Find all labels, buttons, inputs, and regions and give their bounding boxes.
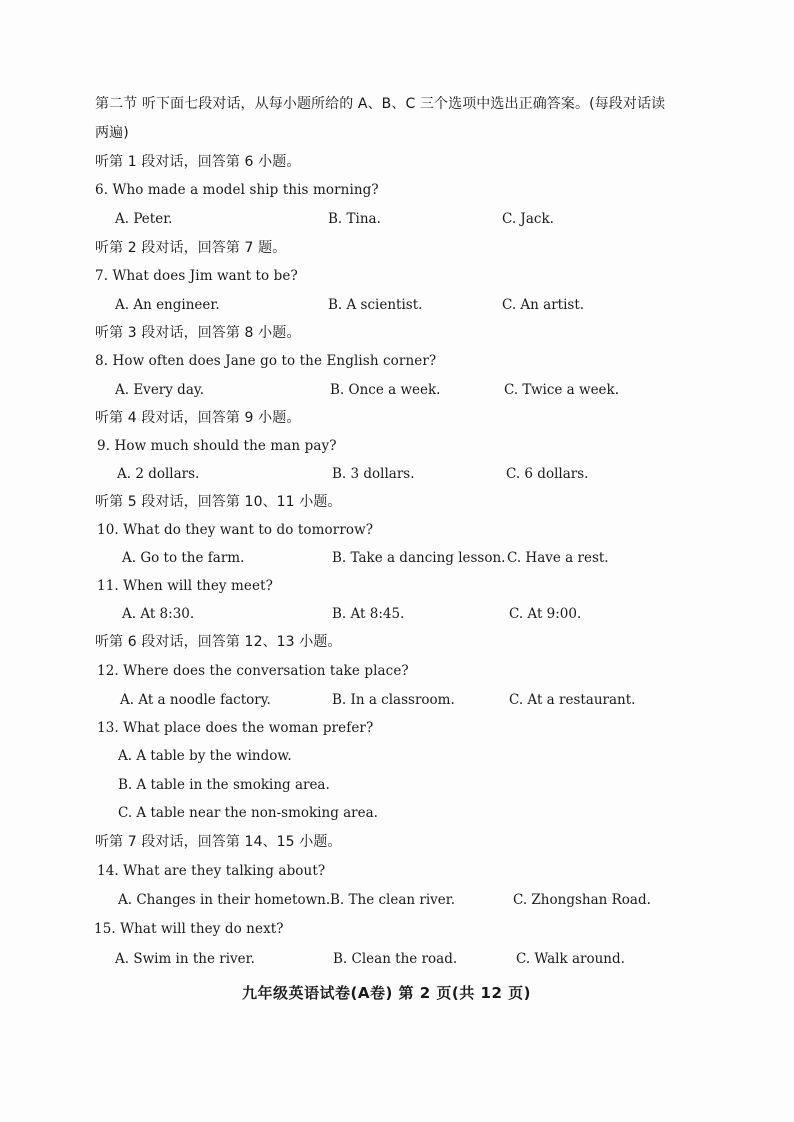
option-c: C. Twice a week. (504, 382, 620, 398)
dialog-instruction: 听第 5 段对话，回答第 10、11 小题。 (95, 494, 342, 510)
option-b: B. Take a dancing lesson. (332, 550, 506, 566)
dialog-instruction: 听第 4 段对话，回答第 9 小题。 (95, 410, 301, 426)
question-9: 9. How much should the man pay? (97, 438, 337, 454)
question-13: 13. What place does the woman prefer? (97, 720, 374, 736)
option-a: A. Every day. (115, 382, 204, 398)
question-8: 8. How often does Jane go to the English corner? (95, 353, 437, 369)
question-12: 12. Where does the conversation take place? (97, 663, 409, 679)
question-6: 6. Who made a model ship this morning? (95, 182, 379, 198)
dialog-instruction: 听第 3 段对话，回答第 8 小题。 (95, 325, 301, 341)
option-b: B. The clean river. (330, 892, 456, 908)
option-b: B. A scientist. (328, 297, 423, 313)
question-15: 15. What will they do next? (94, 921, 284, 937)
option-a: A. Swim in the river. (115, 951, 255, 967)
page-footer: 九年级英语试卷(A卷) 第 2 页(共 12 页) (242, 984, 531, 1002)
option-c: C. 6 dollars. (506, 466, 589, 482)
option-a: A. Peter. (115, 211, 173, 227)
dialog-instruction: 听第 6 段对话，回答第 12、13 小题。 (95, 634, 342, 650)
option-b: B. 3 dollars. (332, 466, 415, 482)
option-c: C. At a restaurant. (509, 692, 636, 708)
question-14: 14. What are they talking about? (97, 863, 326, 879)
option-b: B. Once a week. (330, 382, 441, 398)
option-a: A. At 8:30. (122, 606, 195, 622)
option-a: A. An engineer. (115, 297, 220, 313)
dialog-instruction: 听第 7 段对话，回答第 14、15 小题。 (95, 834, 342, 850)
option-b: B. In a classroom. (332, 692, 455, 708)
option-c: C. Have a rest. (507, 550, 609, 566)
option-b: B. A table in the smoking area. (118, 777, 330, 793)
dialog-instruction: 听第 2 段对话，回答第 7 题。 (95, 240, 287, 256)
option-a: A. Go to the farm. (122, 550, 245, 566)
section-heading-line-2: 两遍) (95, 125, 129, 141)
option-c: C. Jack. (502, 211, 554, 227)
section-heading-line-1: 第二节 听下面七段对话，从每小题所给的 A、B、C 三个选项中选出正确答案。(每段对话读 (95, 96, 666, 112)
question-7: 7. What does Jim want to be? (95, 268, 298, 284)
option-c: C. Zhongshan Road. (513, 892, 651, 908)
question-11: 11. When will they meet? (97, 578, 273, 594)
option-c: C. An artist. (502, 297, 585, 313)
option-b: B. At 8:45. (332, 606, 405, 622)
option-b: B. Clean the road. (333, 951, 458, 967)
question-10: 10. What do they want to do tomorrow? (97, 522, 374, 538)
option-a: A. A table by the window. (118, 748, 292, 764)
option-c: C. Walk around. (516, 951, 625, 967)
dialog-instruction: 听第 1 段对话，回答第 6 小题。 (95, 154, 301, 170)
option-c: C. A table near the non-smoking area. (118, 805, 378, 821)
option-c: C. At 9:00. (509, 606, 582, 622)
option-a: A. At a noodle factory. (120, 692, 271, 708)
option-a: A. Changes in their hometown. (118, 892, 331, 908)
option-b: B. Tina. (328, 211, 381, 227)
option-a: A. 2 dollars. (117, 466, 200, 482)
